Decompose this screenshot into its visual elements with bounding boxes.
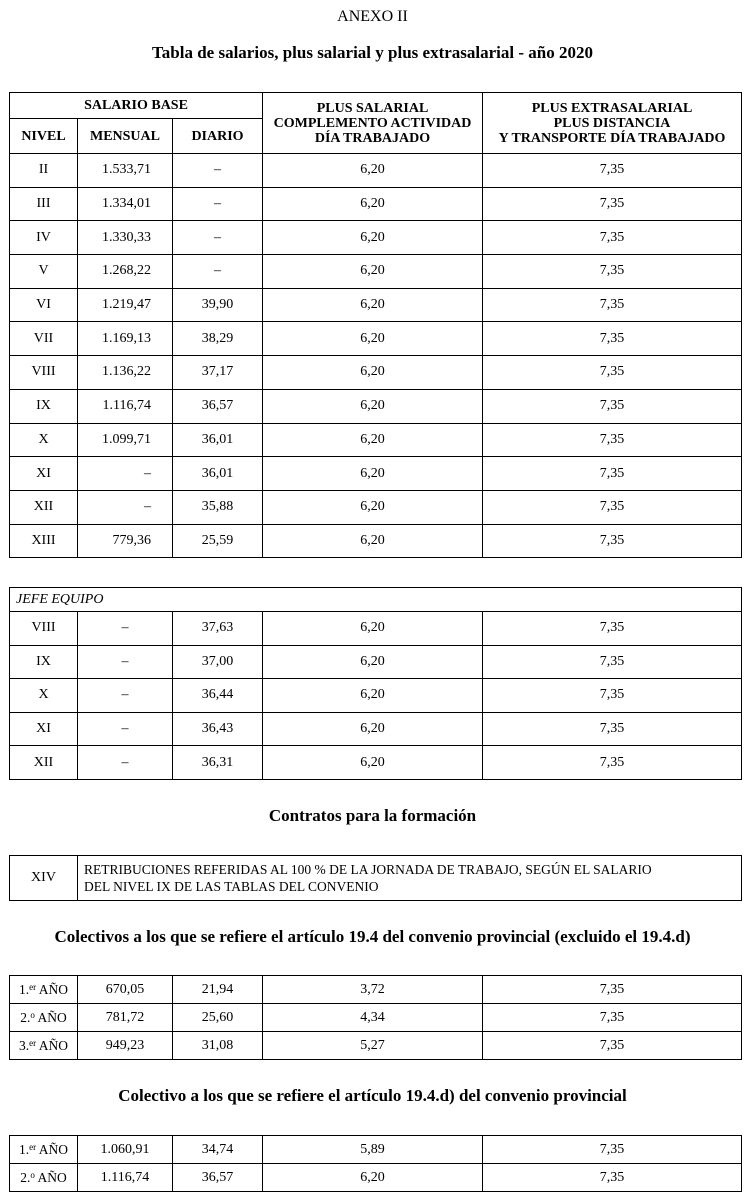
annex-label: ANEXO II: [337, 8, 408, 25]
cell-mensual: 1.136,22: [78, 356, 173, 390]
cell-plus-salarial: 6,20: [263, 457, 483, 491]
header-diario: DIARIO: [173, 119, 263, 154]
header-line: PLUS SALARIAL: [316, 100, 429, 116]
cell-nivel: V: [10, 255, 78, 289]
cell-nivel: X: [10, 423, 78, 457]
cell-plus-extrasalarial: 7,35: [483, 746, 742, 780]
cell-plus-extrasalarial: 7,35: [483, 356, 742, 390]
cell-nivel: IV: [10, 221, 78, 255]
cell-nivel: XIII: [10, 524, 78, 558]
cell-plus-salarial: 6,20: [263, 746, 483, 780]
cell-diario: 36,01: [173, 423, 263, 457]
cell-plus-salarial: 6,20: [263, 221, 483, 255]
cell-nivel: X: [10, 679, 78, 713]
cell-plus-extrasalarial: 7,35: [483, 221, 742, 255]
table-row: [10, 746, 742, 780]
table-row: [10, 1004, 742, 1032]
cell-diario: 25,59: [173, 524, 263, 558]
year-label-part: 3.: [18, 1037, 30, 1053]
year-label-part: er: [29, 1141, 37, 1152]
table-row: [10, 1032, 742, 1060]
cell-plus-salarial: 6,20: [263, 645, 483, 679]
cell-plus-extrasalarial: 7,35: [483, 679, 742, 713]
cell-diario: 25,60: [173, 1004, 263, 1032]
cell-plus-extrasalarial: 7,35: [483, 976, 742, 1004]
cell-nivel: XII: [10, 490, 78, 524]
cell-plus-extrasalarial: 7,35: [483, 255, 742, 289]
formacion-text: [78, 856, 742, 901]
cell-nivel: II: [10, 154, 78, 188]
header-mensual: MENSUAL: [78, 119, 173, 154]
cell-diario: 35,88: [173, 490, 263, 524]
year-label-part: AÑO: [36, 1037, 68, 1053]
cell-plus-extrasalarial: 7,35: [483, 645, 742, 679]
cell-mensual: –: [78, 712, 173, 746]
cell-plus-salarial: 6,20: [263, 389, 483, 423]
colectivos-194-table: [9, 975, 742, 1060]
cell-diario: 39,90: [173, 288, 263, 322]
cell-mensual: 1.533,71: [78, 154, 173, 188]
cell-diario: –: [173, 255, 263, 289]
cell-diario: 38,29: [173, 322, 263, 356]
cell-nivel: VIII: [10, 356, 78, 390]
year-label-part: 2.: [20, 1169, 31, 1185]
salary-table: [9, 92, 742, 558]
cell-nivel: [10, 1032, 78, 1060]
cell-diario: 36,57: [173, 389, 263, 423]
year-label-part: 1.: [18, 981, 30, 997]
cell-plus-salarial: 5,89: [263, 1136, 483, 1164]
page-title: Tabla de salarios, plus salarial y plus extrasalarial - año 2020: [152, 43, 593, 62]
colectivo-194d-heading: Colectivo a los que se refiere el artículo 19.4.d) del convenio provincial: [118, 1086, 627, 1105]
header-plus-salarial: [263, 93, 483, 154]
cell-plus-salarial: 6,20: [263, 187, 483, 221]
cell-plus-salarial: 6,20: [263, 288, 483, 322]
cell-nivel: IX: [10, 645, 78, 679]
cell-mensual: 779,36: [78, 524, 173, 558]
cell-nivel: IX: [10, 389, 78, 423]
formacion-nivel: XIV: [10, 856, 78, 901]
cell-diario: 36,57: [173, 1164, 263, 1192]
cell-plus-extrasalarial: 7,35: [483, 1164, 742, 1192]
table-row: [10, 712, 742, 746]
year-label-part: AÑO: [34, 1169, 67, 1185]
formacion-text-line: DEL NIVEL IX DE LAS TABLAS DEL CONVENIO: [84, 879, 379, 894]
cell-plus-extrasalarial: 7,35: [483, 423, 742, 457]
cell-diario: 36,01: [173, 457, 263, 491]
table-row: [10, 154, 742, 188]
cell-plus-salarial: 5,27: [263, 1032, 483, 1060]
year-label-part: AÑO: [34, 1009, 67, 1025]
cell-mensual: –: [78, 457, 173, 491]
cell-mensual: 670,05: [78, 976, 173, 1004]
table-row: [10, 221, 742, 255]
cell-mensual: –: [78, 612, 173, 646]
table-row: [10, 389, 742, 423]
table-row: [10, 490, 742, 524]
year-label-part: er: [29, 981, 37, 992]
cell-mensual: 1.219,47: [78, 288, 173, 322]
cell-nivel: [10, 1136, 78, 1164]
header-line: DÍA TRABAJADO: [314, 130, 431, 146]
cell-plus-salarial: 6,20: [263, 712, 483, 746]
table-row: [10, 524, 742, 558]
year-label-part: 2.: [20, 1009, 31, 1025]
cell-mensual: –: [78, 490, 173, 524]
cell-diario: 37,17: [173, 356, 263, 390]
cell-nivel: XI: [10, 712, 78, 746]
cell-diario: 37,63: [173, 612, 263, 646]
table-row: [10, 423, 742, 457]
table-row: [10, 1136, 742, 1164]
cell-mensual: 1.116,74: [78, 389, 173, 423]
cell-plus-salarial: 6,20: [263, 322, 483, 356]
year-label-part: o: [30, 1169, 35, 1180]
cell-nivel: XII: [10, 746, 78, 780]
year-label-part: er: [29, 1037, 37, 1048]
cell-mensual: 1.169,13: [78, 322, 173, 356]
jefe-equipo-table: [9, 587, 742, 780]
table-row: [10, 976, 742, 1004]
colectivos-194-heading: Colectivos a los que se refiere el artículo 19.4 del convenio provincial (excluido el 19.4.d): [54, 927, 691, 946]
table-row: [10, 255, 742, 289]
cell-diario: 37,00: [173, 645, 263, 679]
table-row: [10, 288, 742, 322]
table-row: [10, 457, 742, 491]
cell-mensual: 1.099,71: [78, 423, 173, 457]
header-line: Y TRANSPORTE DÍA TRABAJADO: [498, 130, 726, 146]
cell-diario: 36,31: [173, 746, 263, 780]
cell-mensual: 1.268,22: [78, 255, 173, 289]
cell-diario: 36,44: [173, 679, 263, 713]
cell-plus-salarial: 4,34: [263, 1004, 483, 1032]
table-row: [10, 1164, 742, 1192]
table-row: [10, 612, 742, 646]
cell-mensual: –: [78, 645, 173, 679]
cell-plus-salarial: 6,20: [263, 524, 483, 558]
cell-diario: 31,08: [173, 1032, 263, 1060]
header-line: COMPLEMENTO ACTIVIDAD: [273, 115, 472, 131]
formacion-table: [9, 855, 742, 901]
cell-nivel: XI: [10, 457, 78, 491]
table-row: [10, 679, 742, 713]
cell-plus-salarial: 6,20: [263, 423, 483, 457]
cell-nivel: [10, 976, 78, 1004]
cell-nivel: III: [10, 187, 78, 221]
cell-nivel: VI: [10, 288, 78, 322]
colectivo-194d-table: [9, 1135, 742, 1192]
cell-plus-salarial: 6,20: [263, 356, 483, 390]
header-salario-base: SALARIO BASE: [10, 93, 263, 119]
cell-mensual: –: [78, 679, 173, 713]
cell-mensual: 1.116,74: [78, 1164, 173, 1192]
cell-nivel: VII: [10, 322, 78, 356]
header-plus-extrasalarial: [483, 93, 742, 154]
cell-plus-extrasalarial: 7,35: [483, 457, 742, 491]
cell-plus-extrasalarial: 7,35: [483, 154, 742, 188]
cell-plus-salarial: 3,72: [263, 976, 483, 1004]
cell-plus-extrasalarial: 7,35: [483, 612, 742, 646]
cell-mensual: –: [78, 746, 173, 780]
year-label-part: o: [30, 1009, 35, 1020]
cell-plus-extrasalarial: 7,35: [483, 712, 742, 746]
formacion-heading: Contratos para la formación: [268, 806, 477, 825]
table-row: [10, 187, 742, 221]
year-label-part: AÑO: [36, 1141, 68, 1157]
cell-mensual: 949,23: [78, 1032, 173, 1060]
cell-plus-extrasalarial: 7,35: [483, 1004, 742, 1032]
cell-diario: 34,74: [173, 1136, 263, 1164]
table-row: [10, 645, 742, 679]
cell-mensual: 781,72: [78, 1004, 173, 1032]
cell-plus-extrasalarial: 7,35: [483, 524, 742, 558]
cell-nivel: VIII: [10, 612, 78, 646]
formacion-text-line: RETRIBUCIONES REFERIDAS AL 100 % DE LA JORNADA DE TRABAJO, SEGÚN EL SALARIO: [84, 862, 652, 877]
cell-plus-salarial: 6,20: [263, 255, 483, 289]
table-row: [10, 356, 742, 390]
cell-plus-salarial: 6,20: [263, 612, 483, 646]
cell-plus-extrasalarial: 7,35: [483, 187, 742, 221]
year-label-part: AÑO: [36, 981, 68, 997]
cell-plus-extrasalarial: 7,35: [483, 389, 742, 423]
cell-plus-extrasalarial: 7,35: [483, 288, 742, 322]
cell-plus-salarial: 6,20: [263, 490, 483, 524]
cell-plus-extrasalarial: 7,35: [483, 1136, 742, 1164]
cell-plus-extrasalarial: 7,35: [483, 1032, 742, 1060]
cell-nivel: [10, 1164, 78, 1192]
cell-plus-extrasalarial: 7,35: [483, 322, 742, 356]
cell-plus-salarial: 6,20: [263, 679, 483, 713]
cell-plus-salarial: 6,20: [263, 1164, 483, 1192]
cell-plus-extrasalarial: 7,35: [483, 490, 742, 524]
cell-diario: –: [173, 154, 263, 188]
header-line: PLUS EXTRASALARIAL: [531, 100, 693, 116]
header-line: PLUS DISTANCIA: [553, 115, 671, 131]
cell-mensual: 1.330,33: [78, 221, 173, 255]
cell-diario: 36,43: [173, 712, 263, 746]
cell-diario: –: [173, 187, 263, 221]
cell-plus-salarial: 6,20: [263, 154, 483, 188]
cell-mensual: 1.334,01: [78, 187, 173, 221]
year-label-part: 1.: [18, 1141, 30, 1157]
cell-nivel: [10, 1004, 78, 1032]
cell-mensual: 1.060,91: [78, 1136, 173, 1164]
cell-diario: –: [173, 221, 263, 255]
table-row: [10, 322, 742, 356]
jefe-equipo-label: JEFE EQUIPO: [10, 588, 742, 612]
cell-diario: 21,94: [173, 976, 263, 1004]
header-nivel: NIVEL: [10, 119, 78, 154]
